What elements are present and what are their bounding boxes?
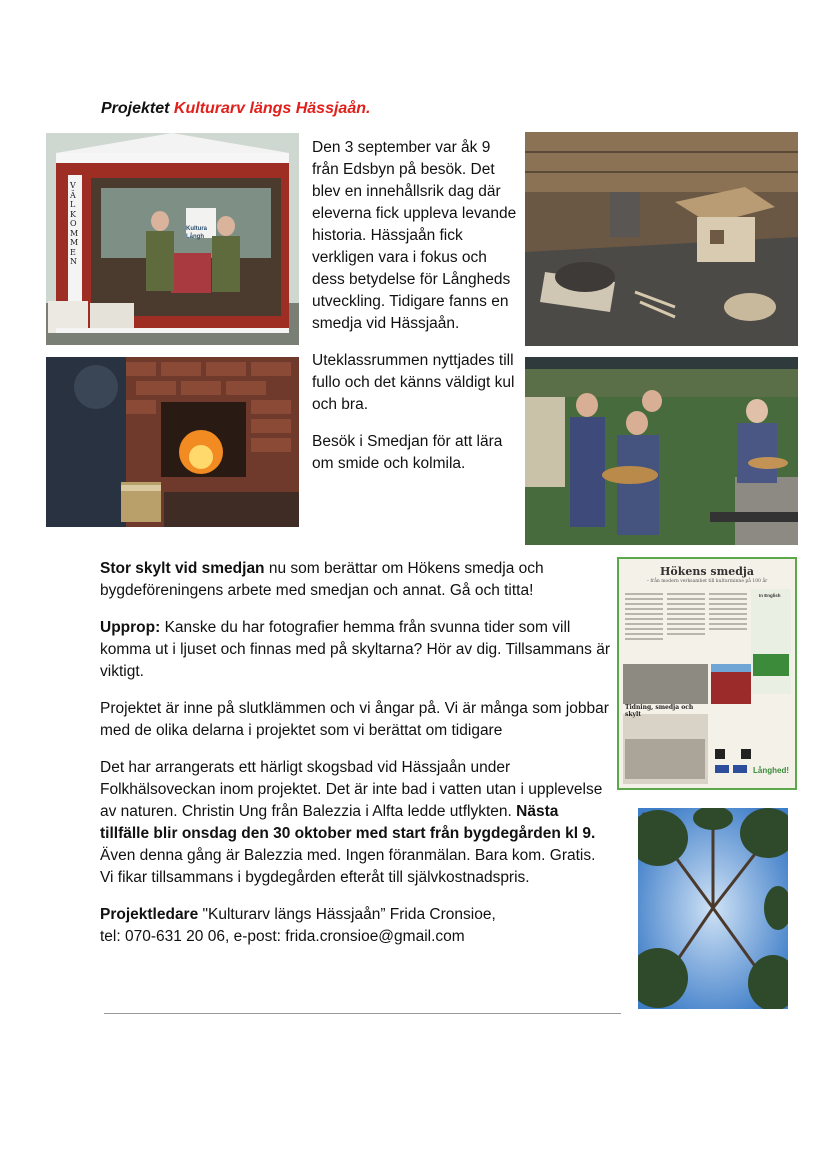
divider <box>104 1013 621 1014</box>
leader-rest: "Kulturarv längs Hässjaån” Frida Cronsioe, <box>198 906 496 923</box>
photo-welcome-booth <box>46 133 299 345</box>
sign-lead: Stor skylt vid smedjan <box>100 560 265 577</box>
main-text <box>100 558 610 948</box>
forest-bath-rest: Även denna gång är Balezzia med. Ingen föranmälan. Bara kom. Gratis. Vi fikar tillsammans i bygdegården efteråt till självkostnadspris. <box>100 847 596 886</box>
leader-lead: Projektledare <box>100 906 199 923</box>
sign-paragraph <box>100 558 610 602</box>
forest-bath-intro: Det har arrangerats ett härligt skogsbad vid Hässjaån under Folkhälsoveckan inom projektet. Det är inte bad i vatten utan i upplevelse av naturen. Christin Ung från Balezzia i Alfta ledde utflykten. <box>100 759 603 820</box>
forest-bath-next: Nästa tillfälle blir onsdag den 30 oktober med start från bygdegården kl 9. <box>100 803 596 842</box>
leader-contact: tel: 070-631 20 06, e-post: frida.cronsioe@gmail.com <box>100 928 465 945</box>
intro-paragraph-3: Besök i Smedjan för att lära om smide och kolmila. <box>312 433 503 472</box>
sign-news-heading: Tidning, smedja och skylt <box>625 704 694 718</box>
sign-rest: nu som berättar om Hökens smedja och bygdeföreningens arbete med smedjan och annat. Gå och titta! <box>100 560 544 599</box>
forest-bath-paragraph <box>100 757 610 889</box>
photo-forge <box>46 357 299 527</box>
call-rest: Kanske du har fotografier hemma från svunna tider som vill komma ut i ljuset och finnas med på skyltarna? Hör av dig. Tillsammans är viktigt. <box>100 619 610 680</box>
sign-title: Hökens smedja <box>660 565 754 578</box>
photo-volunteers-bread <box>525 357 798 545</box>
title-highlight: Kulturarv längs Hässjaån. <box>173 100 371 117</box>
page-title <box>101 100 370 118</box>
intro-paragraph-1: Den 3 september var åk 9 från Edsbyn på besök. Det blev en innehållsrik dag där eleverna fick uppleva levande historia. Hässjaån fick verkligen vara i fokus och dess betydelse för Långheds utveckling. Tidigare fanns en smedja vid Hässjaån. <box>312 139 517 332</box>
title-prefix: Projektet <box>101 100 174 117</box>
booth-banner-text: Kultura Långh <box>186 226 207 240</box>
call-paragraph <box>100 617 610 683</box>
sign-english-label: In English <box>759 593 781 598</box>
progress-paragraph: Projektet är inne på slutklämmen och vi ångar på. Vi är många som jobbar med de olika delarna i projektet som vi berättat om tidigare <box>100 700 609 739</box>
sign-logo: Långhed! <box>753 766 789 775</box>
sign-subtitle: – från modern verksamhet till kulturminne på 100 år <box>646 579 768 584</box>
booth-welcome-letters: VÄLKOMMEN <box>70 181 79 266</box>
leader-paragraph <box>100 904 610 948</box>
intro-paragraph-2: Uteklassrummen nyttjades till fullo och det känns väldigt kul och bra. <box>312 352 515 413</box>
photo-smithy-model <box>525 132 798 346</box>
sign-image <box>617 557 797 790</box>
photo-forest-canopy <box>638 808 788 1009</box>
call-lead: Upprop: <box>100 619 161 636</box>
intro-text <box>312 137 517 475</box>
